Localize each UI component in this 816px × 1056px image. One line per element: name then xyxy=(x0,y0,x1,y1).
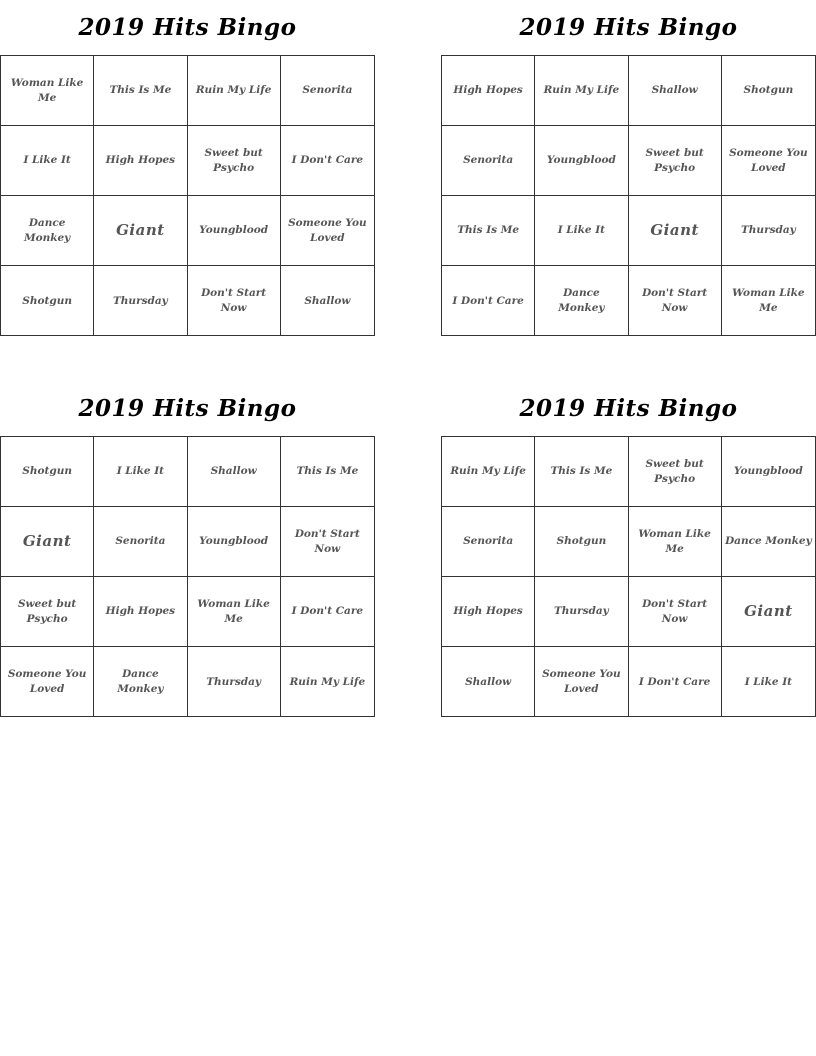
bingo-cell: This Is Me xyxy=(442,196,535,266)
bingo-cell: Ruin My Life xyxy=(535,56,628,126)
bingo-cell: Thursday xyxy=(94,266,187,336)
bingo-grid xyxy=(441,436,816,717)
card-title: 2019 Hits Bingo xyxy=(519,395,738,422)
bingo-cell: Dance Monkey xyxy=(535,266,628,336)
free-space-cell: Giant xyxy=(94,196,187,266)
bingo-cell: Youngblood xyxy=(722,437,815,507)
bingo-cell: Senorita xyxy=(442,507,535,577)
bingo-cell: Someone You Loved xyxy=(281,196,374,266)
bingo-cell: Shotgun xyxy=(535,507,628,577)
bingo-cell: Someone You Loved xyxy=(722,126,815,196)
bingo-cell: Shallow xyxy=(442,647,535,717)
bingo-cell: Senorita xyxy=(281,56,374,126)
bingo-cell: Woman Like Me xyxy=(629,507,722,577)
bingo-grid xyxy=(0,436,375,717)
bingo-cell: This Is Me xyxy=(535,437,628,507)
bingo-cell: Shallow xyxy=(629,56,722,126)
bingo-cell: Shotgun xyxy=(722,56,815,126)
bingo-cell: I Like It xyxy=(535,196,628,266)
bingo-cell: Ruin My Life xyxy=(442,437,535,507)
bingo-cell: This Is Me xyxy=(94,56,187,126)
bingo-card-3 xyxy=(0,381,375,717)
free-space-cell: Giant xyxy=(722,577,815,647)
bingo-cell: Shallow xyxy=(188,437,281,507)
bingo-cell: Dance Monkey xyxy=(722,507,815,577)
bingo-cell: High Hopes xyxy=(94,577,187,647)
bingo-cell: Don't Start Now xyxy=(629,577,722,647)
bingo-cell: Youngblood xyxy=(535,126,628,196)
bingo-cell: Dance Monkey xyxy=(94,647,187,717)
bingo-cell: I Don't Care xyxy=(281,126,374,196)
bingo-cell: Don't Start Now xyxy=(281,507,374,577)
bingo-cell: Thursday xyxy=(535,577,628,647)
bingo-cell: Don't Start Now xyxy=(629,266,722,336)
bingo-grid xyxy=(441,55,816,336)
card-title: 2019 Hits Bingo xyxy=(78,14,297,41)
bingo-cell: Youngblood xyxy=(188,196,281,266)
bingo-card-2 xyxy=(441,0,816,336)
bingo-cell: High Hopes xyxy=(442,577,535,647)
bingo-cell: High Hopes xyxy=(94,126,187,196)
bingo-cell: Youngblood xyxy=(188,507,281,577)
card-title: 2019 Hits Bingo xyxy=(78,395,297,422)
bingo-cell: Sweet but Psycho xyxy=(629,126,722,196)
bingo-cell: Sweet but Psycho xyxy=(1,577,94,647)
bingo-cell: I Like It xyxy=(744,675,793,688)
bingo-cell: Someone You Loved xyxy=(535,647,628,717)
bingo-cell: I Don't Care xyxy=(442,266,535,336)
bingo-cell: High Hopes xyxy=(442,56,535,126)
bingo-cell: This Is Me xyxy=(281,437,374,507)
bingo-cell: Sweet but Psycho xyxy=(188,126,281,196)
bingo-cell: I Don't Care xyxy=(629,647,722,717)
bingo-grid xyxy=(0,55,375,336)
bingo-card-4 xyxy=(441,381,816,717)
bingo-cell: Woman Like Me xyxy=(732,287,805,314)
bingo-cell: Woman Like Me xyxy=(1,56,94,126)
bingo-cell: Dance Monkey xyxy=(1,196,94,266)
bingo-cell: Ruin My Life xyxy=(289,675,366,688)
bingo-cell: Senorita xyxy=(94,507,187,577)
bingo-cell: Thursday xyxy=(188,647,281,717)
bingo-cell: I Like It xyxy=(1,126,94,196)
free-space-cell: Giant xyxy=(629,196,722,266)
bingo-cell: Thursday xyxy=(722,196,815,266)
bingo-cell: I Like It xyxy=(94,437,187,507)
bingo-card-1 xyxy=(0,0,375,336)
free-space-cell: Giant xyxy=(1,507,94,577)
bingo-cell: Senorita xyxy=(442,126,535,196)
card-title: 2019 Hits Bingo xyxy=(519,14,738,41)
bingo-cell: Shallow xyxy=(304,294,351,307)
bingo-cell: Sweet but Psycho xyxy=(629,437,722,507)
bingo-cell: I Don't Care xyxy=(281,577,374,647)
bingo-cell: Woman Like Me xyxy=(188,577,281,647)
bingo-cell: Shotgun xyxy=(1,437,94,507)
bingo-cell: Don't Start Now xyxy=(188,266,281,336)
bingo-cell: Shotgun xyxy=(1,266,94,336)
bingo-cell: Someone You Loved xyxy=(1,647,94,717)
bingo-cell: Ruin My Life xyxy=(188,56,281,126)
